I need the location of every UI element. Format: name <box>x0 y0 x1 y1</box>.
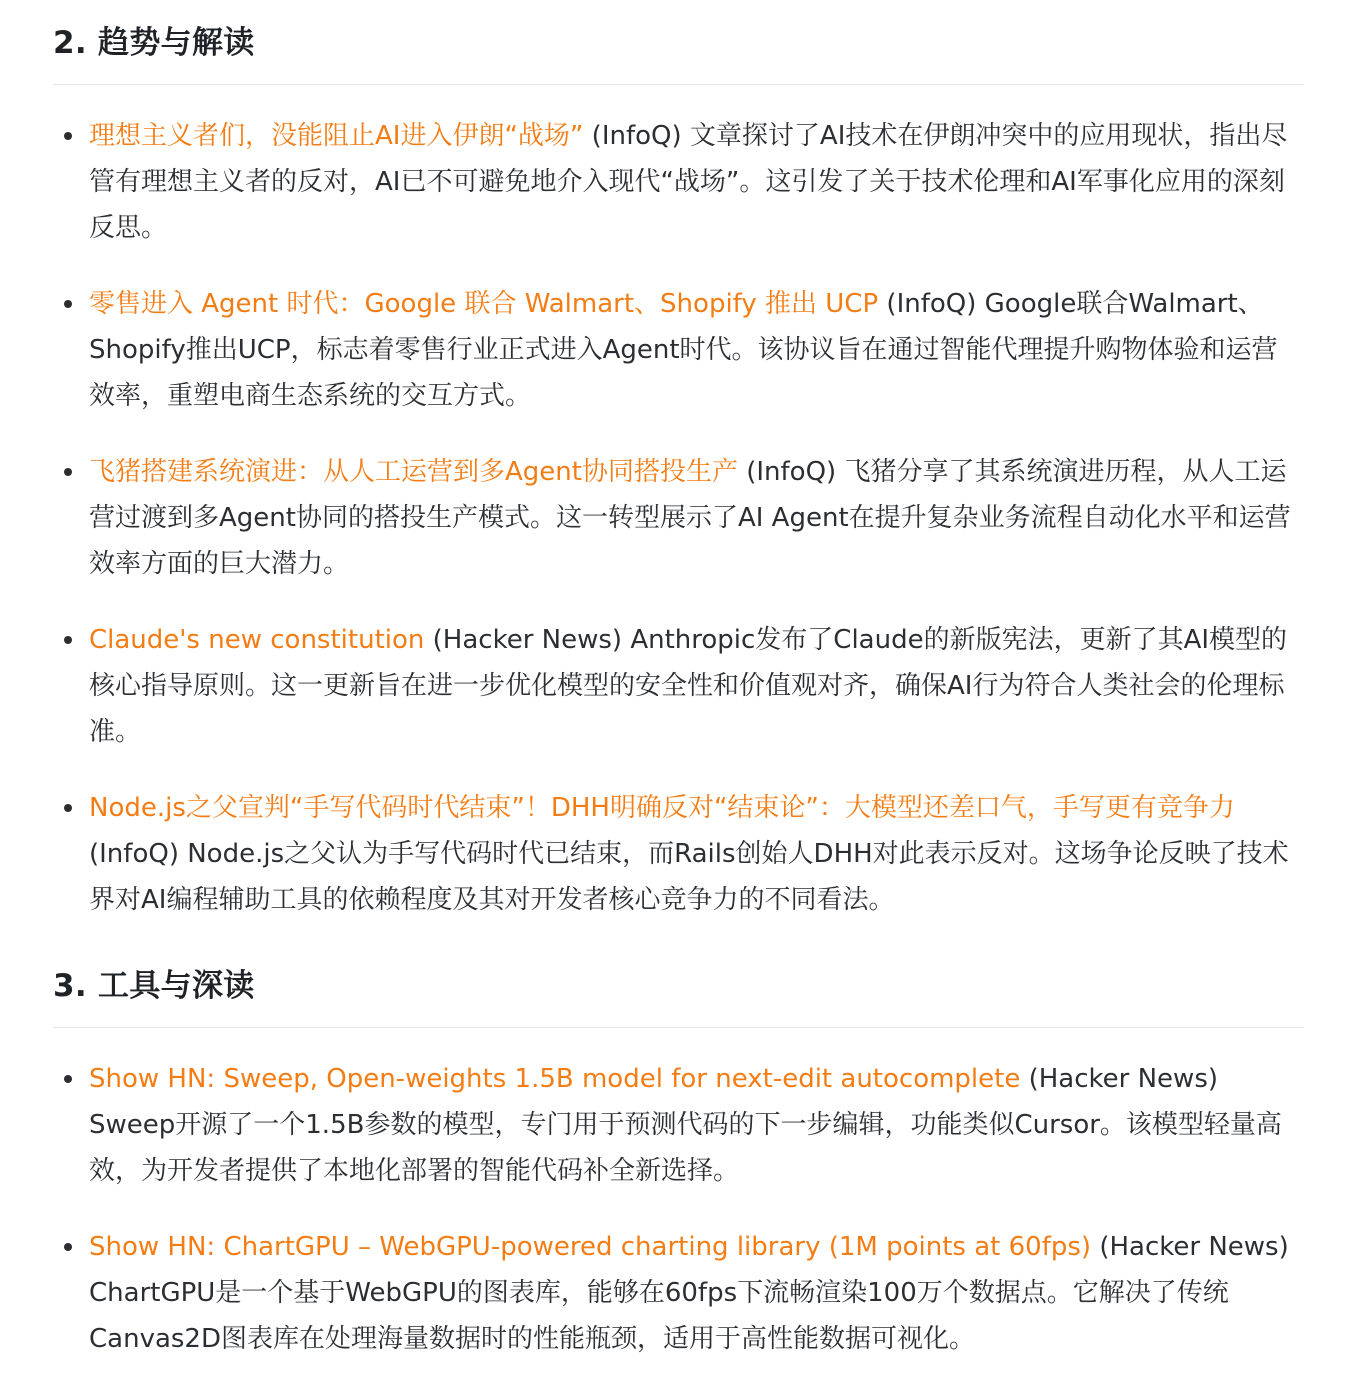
item-summary: 文章探讨了AI技术在伊朗冲突中的应用现状，指出尽管有理想主义者的反对，AI已不可避免地介入现代“战场”。这引发了关于技术伦理和AI军事化应用的深刻反思。 <box>89 121 1288 243</box>
item-source: (InfoQ) <box>746 457 837 487</box>
item-title-link[interactable]: 飞猪搭建系统演进：从人工运营到多Agent协同搭投生产 <box>89 457 738 487</box>
bullet-dot-icon <box>64 132 72 140</box>
item-summary: ChartGPU是一个基于WebGPU的图表库，能够在60fps下流畅渲染100万个数据点。它解决了传统Canvas2D图表库在处理海量数据时的性能瓶颈，适用于高性能数据可视化。 <box>89 1278 1229 1354</box>
item-source: (Hacker News) <box>432 625 623 655</box>
item-summary: Node.js之父认为手写代码时代已结束，而Rails创始人DHH对此表示反对。这场争论反映了技术界对AI编程辅助工具的依赖程度及其对开发者核心竞争力的不同看法。 <box>89 839 1289 915</box>
item-summary: 飞猪分享了其系统演进历程，从人工运营过渡到多Agent协同的搭投生产模式。这一转型展示了AI Agent在提升复杂业务流程自动化水平和运营效率方面的巨大潜力。 <box>89 457 1291 579</box>
item-source: (InfoQ) <box>886 289 977 319</box>
item-source: (InfoQ) <box>591 121 682 151</box>
list-item <box>53 113 1303 251</box>
list-item <box>53 1224 1303 1362</box>
section-heading: 2. 趋势与解读 <box>53 20 1303 85</box>
bullet-dot-icon <box>64 1075 72 1083</box>
item-title-link[interactable]: Show HN: ChartGPU – WebGPU-powered charting library (1M points at 60fps) <box>89 1232 1092 1262</box>
item-source: (InfoQ) <box>89 839 179 869</box>
bullet-dot-icon <box>64 636 72 644</box>
item-summary: Anthropic发布了Claude的新版宪法，更新了其AI模型的核心指导原则。这一更新旨在进一步优化模型的安全性和价值观对齐，确保AI行为符合人类社会的伦理标准。 <box>89 625 1288 747</box>
section-heading: 3. 工具与深读 <box>53 963 1303 1028</box>
section-tools <box>53 963 1303 1362</box>
item-source: (Hacker News) <box>1028 1064 1219 1094</box>
list-item <box>53 449 1303 587</box>
bullet-dot-icon <box>64 804 72 812</box>
list-item <box>53 1056 1303 1194</box>
item-title-link[interactable]: Show HN: Sweep, Open-weights 1.5B model for next-edit autocomplete <box>89 1064 1021 1094</box>
item-list <box>53 113 1303 923</box>
bullet-dot-icon <box>64 468 72 476</box>
item-title-link[interactable]: Claude's new constitution <box>89 625 425 655</box>
section-trends <box>53 20 1303 923</box>
item-title-link[interactable]: Node.js之父宣判“手写代码时代结束”！DHH明确反对“结束论”：大模型还差口气，手写更有竞争力 <box>89 793 1235 823</box>
item-list <box>53 1056 1303 1362</box>
list-item <box>53 281 1303 419</box>
item-summary: Google联合Walmart、Shopify推出UCP，标志着零售行业正式进入Agent时代。该协议旨在通过智能代理提升购物体验和运营效率，重塑电商生态系统的交互方式。 <box>89 289 1278 411</box>
bullet-dot-icon <box>64 300 72 308</box>
item-source: (Hacker News) <box>1099 1232 1289 1262</box>
item-title-link[interactable]: 零售进入 Agent 时代：Google 联合 Walmart、Shopify 推出 UCP <box>89 289 879 319</box>
list-item <box>53 785 1303 923</box>
item-summary: Sweep开源了一个1.5B参数的模型，专门用于预测代码的下一步编辑，功能类似Cursor。该模型轻量高效，为开发者提供了本地化部署的智能代码补全新选择。 <box>89 1110 1282 1186</box>
item-title-link[interactable]: 理想主义者们，没能阻止AI进入伊朗“战场” <box>89 121 584 151</box>
list-item <box>53 617 1303 755</box>
bullet-dot-icon <box>64 1243 72 1251</box>
